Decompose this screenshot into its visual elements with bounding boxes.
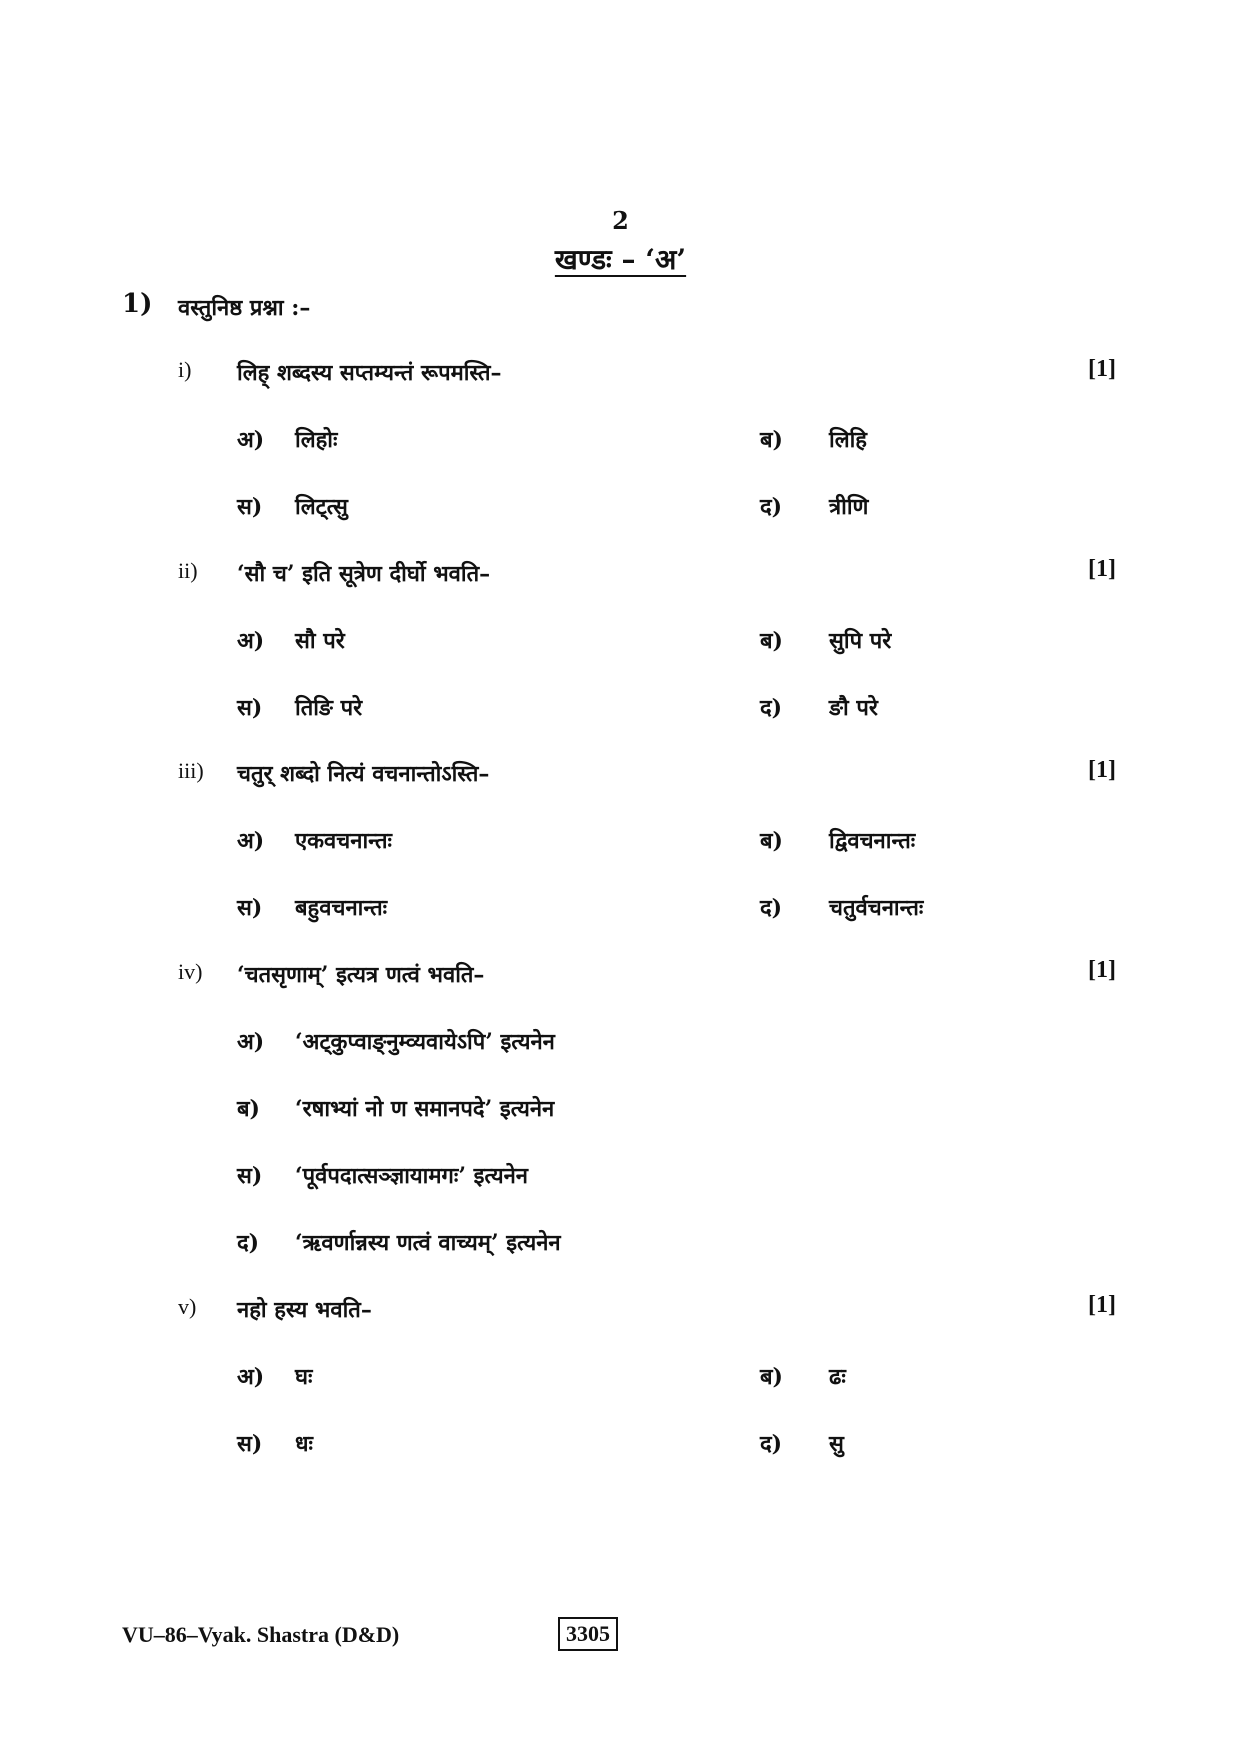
item-5-option-d-label: द) (760, 1431, 783, 1457)
question-number: 1) (122, 289, 153, 319)
item-5-option-b-text: ढः (829, 1364, 846, 1390)
item-1-marks: [1] (1088, 356, 1116, 382)
item-2-marks: [1] (1088, 556, 1116, 582)
item-1-option-a-label: अ) (237, 427, 265, 453)
item-5-question: नहो हस्य भवति– (237, 1297, 372, 1323)
item-1-option-b-label: ब) (760, 427, 783, 453)
item-2-option-c-text: तिङि परे (295, 695, 363, 721)
item-3-option-a-label: अ) (237, 828, 265, 854)
item-4-number: iv) (178, 959, 203, 984)
section-title-text: खण्डः – ‘अ’ (554, 243, 687, 276)
item-4-marks: [1] (1088, 957, 1116, 983)
item-1-option-c-text: लिट्त्सु (295, 494, 348, 520)
item-4-option-d-text: ‘ऋवर्णान्नस्य णत्वं वाच्यम्’ इत्यनेन (295, 1230, 561, 1256)
item-2-option-b-text: सुपि परे (829, 628, 892, 654)
page-number: 2 (612, 206, 629, 235)
question-heading: वस्तुनिष्ठ प्रश्ना :– (178, 295, 311, 321)
item-3-option-d-text: चतुर्वचनान्तः (829, 895, 924, 921)
item-3-option-b-text: द्विवचनान्तः (829, 828, 916, 854)
item-4-option-b-text: ‘रषाभ्यां नो ण समानपदे’ इत्यनेन (295, 1096, 555, 1122)
item-2-question: ‘सौ च’ इति सूत्रेण दीर्घो भवति– (237, 561, 491, 587)
item-5-option-a-text: घः (295, 1364, 313, 1390)
item-4-option-c-text: ‘पूर्वपदात्सञ्ज्ञायामगः’ इत्यनेन (295, 1163, 529, 1189)
item-2-option-a-text: सौ परे (295, 628, 345, 654)
item-2-number: ii) (178, 558, 198, 583)
item-1-option-d-label: द) (760, 494, 783, 520)
item-5-number: v) (178, 1294, 197, 1319)
item-3-question: चतुर् शब्दो नित्यं वचनान्तोऽस्ति– (237, 761, 490, 787)
item-4-option-d-label: द) (237, 1230, 260, 1256)
item-2-option-a-label: अ) (237, 628, 265, 654)
footer-course: VU–86–Vyak. Shastra (D&D) (122, 1622, 400, 1647)
item-2-option-d-label: द) (760, 695, 783, 721)
item-2-option-d-text: ङौ परे (829, 695, 878, 721)
item-3-option-d-label: द) (760, 895, 783, 921)
item-5-option-a-label: अ) (237, 1364, 265, 1390)
item-1-option-c-label: स) (237, 494, 263, 520)
item-4-option-a-text: ‘अट्कुप्वाङ्नुम्व्यवायेऽपि’ इत्यनेन (295, 1029, 555, 1055)
item-2-option-c-label: स) (237, 695, 263, 721)
item-5-marks: [1] (1088, 1292, 1116, 1318)
item-5-option-b-label: ब) (760, 1364, 783, 1390)
item-1-option-d-text: त्रीणि (829, 494, 869, 520)
item-1-option-b-text: लिहि (829, 427, 867, 453)
item-4-question: ‘चतसृणाम्’ इत्यत्र णत्वं भवति– (237, 962, 485, 988)
item-3-number: iii) (178, 758, 204, 783)
item-4-option-c-label: स) (237, 1163, 263, 1189)
item-1-option-a-text: लिहोः (295, 427, 338, 453)
item-2-option-b-label: ब) (760, 628, 783, 654)
item-5-option-c-text: धः (295, 1431, 313, 1457)
item-5-option-d-text: सु (829, 1431, 844, 1457)
item-1-number: i) (178, 357, 192, 382)
item-4-option-b-label: ब) (237, 1096, 260, 1122)
footer-paper-code: 3305 (558, 1617, 618, 1651)
item-1-question: लिह् शब्दस्य सप्तम्यन्तं रूपमस्ति– (237, 360, 502, 386)
item-3-option-c-label: स) (237, 895, 263, 921)
item-3-marks: [1] (1088, 757, 1116, 783)
item-3-option-a-text: एकवचनान्तः (295, 828, 392, 854)
item-5-option-c-label: स) (237, 1431, 263, 1457)
item-3-option-c-text: बहुवचनान्तः (295, 895, 388, 921)
section-title (0, 240, 1241, 278)
item-3-option-b-label: ब) (760, 828, 783, 854)
item-4-option-a-label: अ) (237, 1029, 265, 1055)
